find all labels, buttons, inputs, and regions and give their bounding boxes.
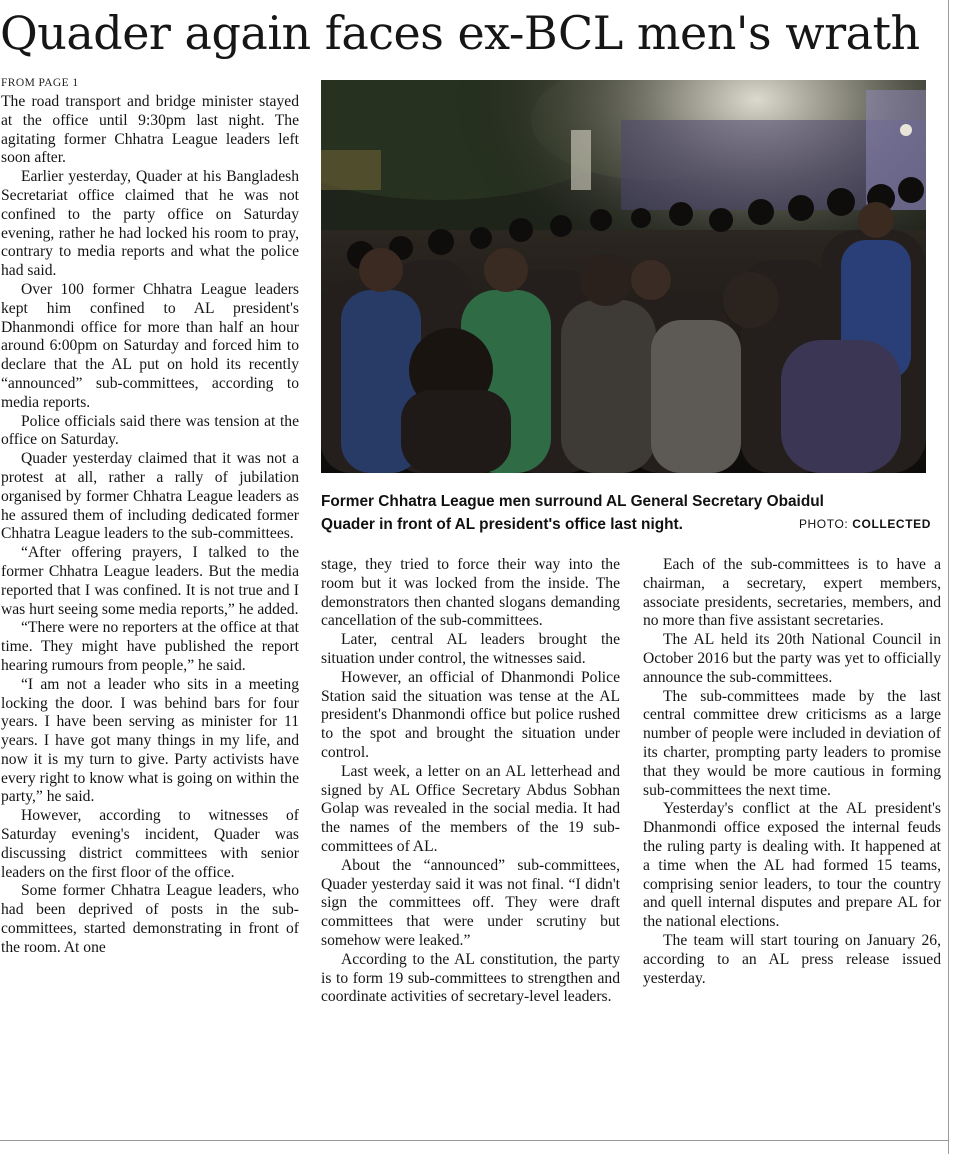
paragraph: “I am not a leader who sits in a meeting locking the door. I was behind bars for four years. I have been serving as minister for 11 years. I have got many things in my life, and now it is my turn to give. Party activists have every right to know what is going on within the party,” he said. [1, 675, 299, 806]
paragraph: Later, central AL leaders brought the situation under control, the witnesses said. [321, 631, 620, 667]
column-rule-right [948, 0, 949, 1154]
article-column-1 [1, 93, 299, 958]
paragraph: The team will start touring on January 26, according to an AL press release issued yesterday. [643, 931, 941, 987]
from-page-label: FROM PAGE 1 [1, 77, 79, 89]
photo-credit-source: COLLECTED [852, 517, 931, 531]
paragraph: The AL held its 20th National Council in October 2016 but the party was yet to officially announce the sub-committees. [643, 631, 941, 686]
article-column-2 [321, 556, 620, 1007]
paragraph: Each of the sub-committees is to have a chairman, a secretary, expert members, associate presidents, secretaries, members, and no more than five assistant secretaries. [643, 556, 941, 630]
paragraph: About the “announced” sub-committees, Quader yesterday said it was not final. “I didn't sign the committees off. They were draft committees that were under scrutiny but somehow were leaked.” [321, 856, 620, 949]
paragraph: However, an official of Dhanmondi Police Station said the situation was tense at the AL president's Dhanmondi office but police rushed to the spot and brought the situation under control. [321, 668, 620, 761]
paragraph: Earlier yesterday, Quader at his Bangladesh Secretariat office claimed that he was not confined to the party office on Saturday evening, rather he had locked his room to pray, contrary to media reports and what the police had said. [1, 168, 299, 280]
paragraph: The sub-committees made by the last central committee drew criticisms as a large number of people were included in deviation of its charter, prompting party leaders to promise that they would be more cautious in forming sub-committees the next time. [643, 687, 941, 799]
article-column-3 [643, 556, 941, 988]
paragraph: Some former Chhatra League leaders, who had been deprived of posts in the sub-committees, started demonstrating in front of the room. At one [1, 882, 299, 956]
page-bottom-rule [0, 1140, 948, 1141]
photo-credit-label: PHOTO: [798, 517, 849, 531]
paragraph: Quader yesterday claimed that it was not a protest at all, rather a rally of jubilation organised by former Chhatra League leaders as he assured them of including dedicated former Chhatra League leaders to the sub-committees. [1, 450, 299, 543]
headline: Quader again faces ex-BCL men's wrath [0, 6, 920, 60]
paragraph: Last week, a letter on an AL letterhead and signed by AL Office Secretary Abdus Sobhan Golap was revealed in the social media. It had the names of the members of the 19 sub-committees of AL. [321, 762, 620, 855]
paragraph: Yesterday's conflict at the AL president's Dhanmondi office exposed the internal feuds the ruling party is dealing with. It happened at a time when the AL had formed 15 teams, comprising senior leaders, to tour the country and quell internal disputes and prepare AL for the national elections. [643, 800, 941, 931]
caption-line-1: Former Chhatra League men surround AL General Secretary Obaidul [321, 493, 824, 510]
news-photo [321, 80, 926, 473]
paragraph: The road transport and bridge minister stayed at the office until 9:30pm last night. The agitating former Chhatra League leaders left soon after. [1, 93, 299, 167]
paragraph: “After offering prayers, I talked to the former Chhatra League leaders. But the media reported that I was confined. It is not true and I was hurt seeing some media reports,” he added. [1, 544, 299, 618]
photo-caption [321, 490, 931, 536]
paragraph: stage, they tried to force their way into the room but it was locked from the inside. The demonstrators then chanted slogans demanding cancellation of the sub-committees. [321, 556, 620, 630]
paragraph: According to the AL constitution, the party is to form 19 sub-committees to strengthen and coordinate activities of secretary-level leaders. [321, 950, 620, 1006]
paragraph: However, according to witnesses of Saturday evening's incident, Quader was discussing district committees with senior leaders on the first floor of the office. [1, 807, 299, 881]
paragraph: Police officials said there was tension at the office on Saturday. [1, 412, 299, 449]
paragraph: Over 100 former Chhatra League leaders kept him confined to AL president's Dhanmondi office for more than half an hour around 6:00pm on Saturday and forced him to declare that the AL put on hold its recently “announced” sub-committees, according to media reports. [1, 280, 299, 411]
paragraph: “There were no reporters at the office at that time. They might have published the report hearing rumours from people,” he said. [1, 619, 299, 674]
caption-line-2: Quader in front of AL president's office last night. [321, 516, 683, 533]
photo-credit [799, 513, 931, 536]
